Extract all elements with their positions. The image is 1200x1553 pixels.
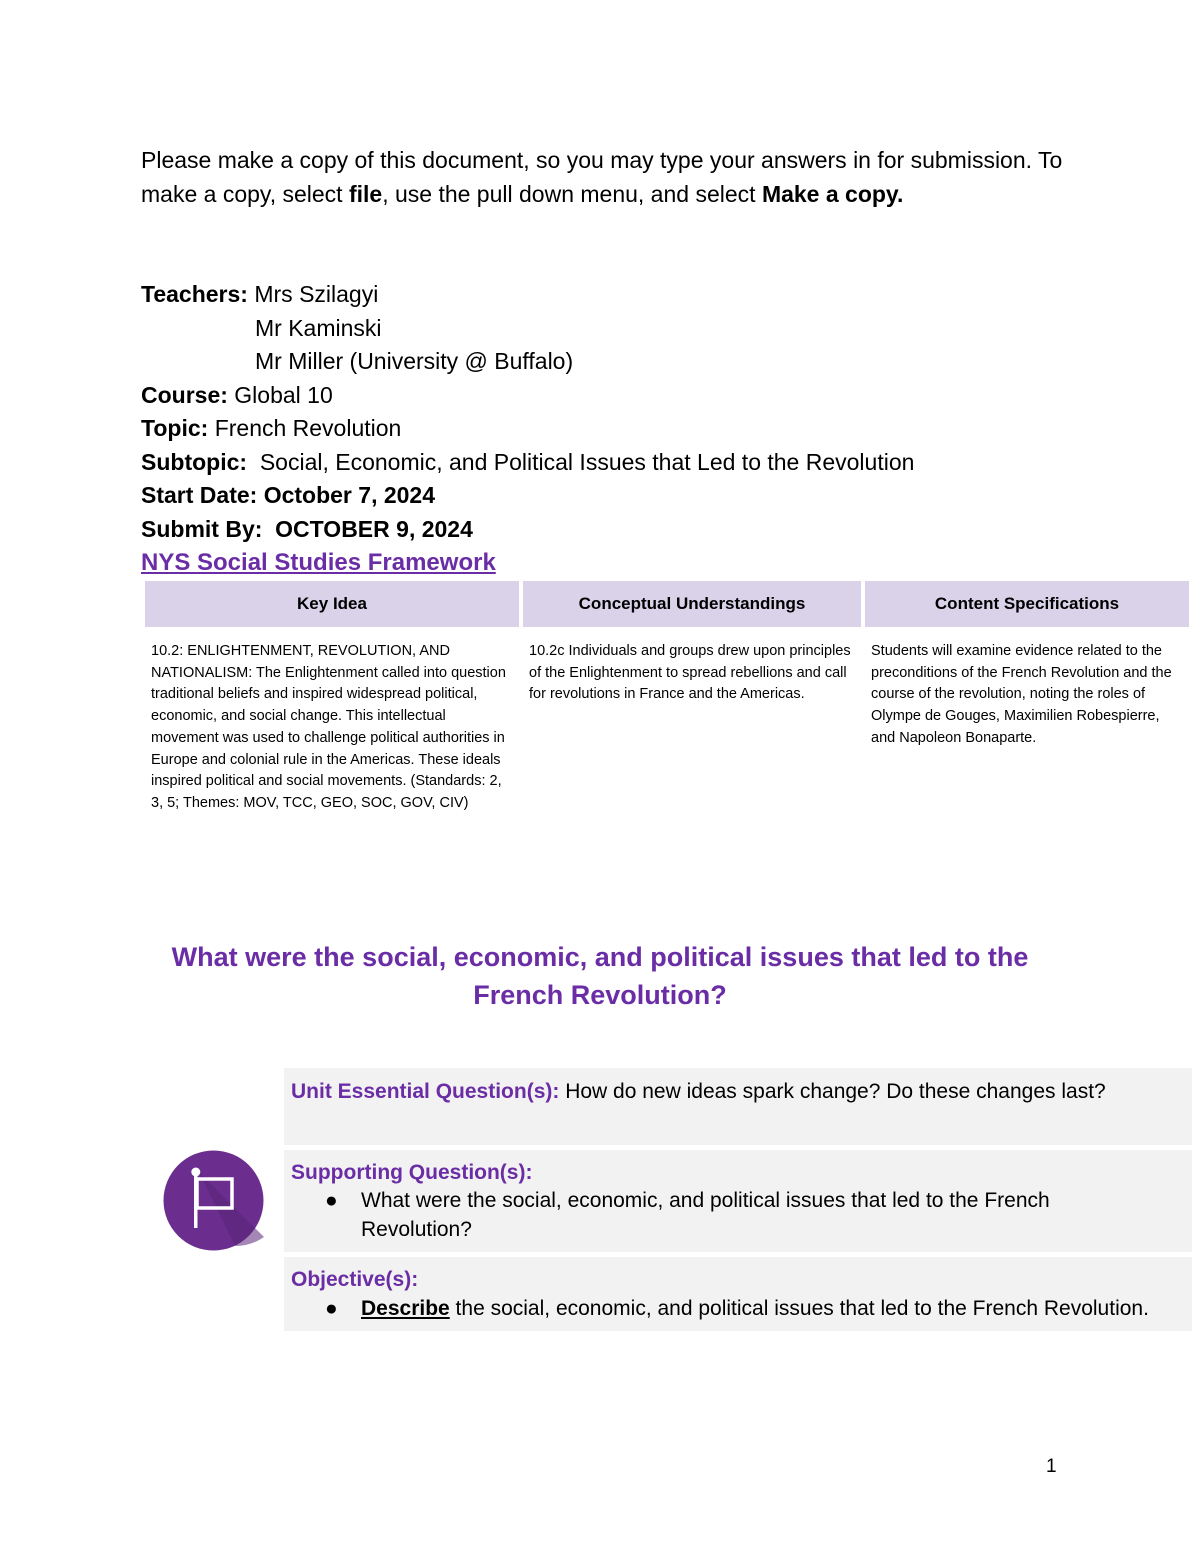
file-word: file [348,180,383,207]
lesson-question: What were the social, economic, and political issues that led to the French Revolution? [171,942,1029,1010]
framework-table [141,581,1193,815]
intro-text-b: , use the pull down menu, and select [382,180,762,207]
framework-link[interactable]: NYS Social Studies Framework [141,549,496,576]
topic-value: French Revolution [214,415,402,441]
supporting-question-label: Supporting Question(s): [291,1161,533,1184]
objective-label: Objective(s): [291,1268,419,1291]
content-specification-cell: Students will examine evidence related to the preconditions of the French Revolution and the course of the revolution, noting the roles of Olympe de Gouges, Maximilien Robespierre, and Napoleon Bonaparte. [871,643,1172,746]
essential-question-text: How do new ideas spark change? Do these changes last? [559,1080,1106,1103]
topic-label: Topic: [141,415,209,441]
intro-text-a: Please make a copy of this document, so you may type your answers in for submission. To make a copy, select [141,147,1063,207]
subtopic-value: Social, Economic, and Political Issues that Led to the Revolution [259,448,915,475]
page-number: 1 [1046,1456,1057,1477]
start-date-value: October 7, 2024 [263,482,436,508]
submit-by-label: Submit By: [141,515,263,542]
subtopic-label: Subtopic: [141,448,248,475]
make-copy-phrase: Make a copy. [761,180,904,207]
objective-verb: Describe [361,1297,450,1320]
supporting-question-box [284,1150,1192,1252]
objective-rest: the social, economic, and political issues that led to the French Revolution. [449,1297,1149,1320]
course-info [141,278,914,546]
key-idea-cell: 10.2: ENLIGHTENMENT, REVOLUTION, AND NATIONALISM: The Enlightenment called into question traditional beliefs and inspired widespread political, economic, and social change. This intellectual movement was used to challenge political authorities in Europe and colonial rule in the Americas. These ideals inspired political and social movements. (Standards: 2, 3, 5; Themes: MOV, TCC, GEO, SOC, GOV, CIV) [151,643,506,811]
header-key-idea: Key Idea [145,581,519,627]
course-value: Global 10 [234,381,333,408]
submit-by-value: OCTOBER 9, 2024 [275,515,473,542]
objective-text [361,1295,1191,1324]
course-label: Course: [141,381,228,408]
objective-box [284,1257,1192,1331]
header-conceptual-understandings: Conceptual Understandings [523,581,861,627]
essential-question-label: Unit Essential Question(s): [291,1080,560,1103]
flag-icon [163,1150,264,1251]
teachers-label: Teachers: [141,281,248,307]
bullet: ● [325,1189,338,1212]
start-date-label: Start Date: [141,482,258,508]
essential-question-box [284,1068,1192,1145]
conceptual-understanding-cell: 10.2c Individuals and groups drew upon principles of the Enlightenment to spread rebellions and call for revolutions in France and the Americas. [529,643,851,703]
header-content-specifications: Content Specifications [865,581,1189,627]
copy-instructions [141,144,1071,211]
teacher-name: Mrs Szilagyi [254,281,379,307]
teacher-name: Mr Kaminski [255,314,382,341]
teacher-name: Mr Miller (University @ Buffalo) [255,348,574,374]
supporting-question-text: What were the social, economic, and political issues that led to the French Revolution? [361,1189,1050,1241]
bullet: ● [325,1297,338,1320]
